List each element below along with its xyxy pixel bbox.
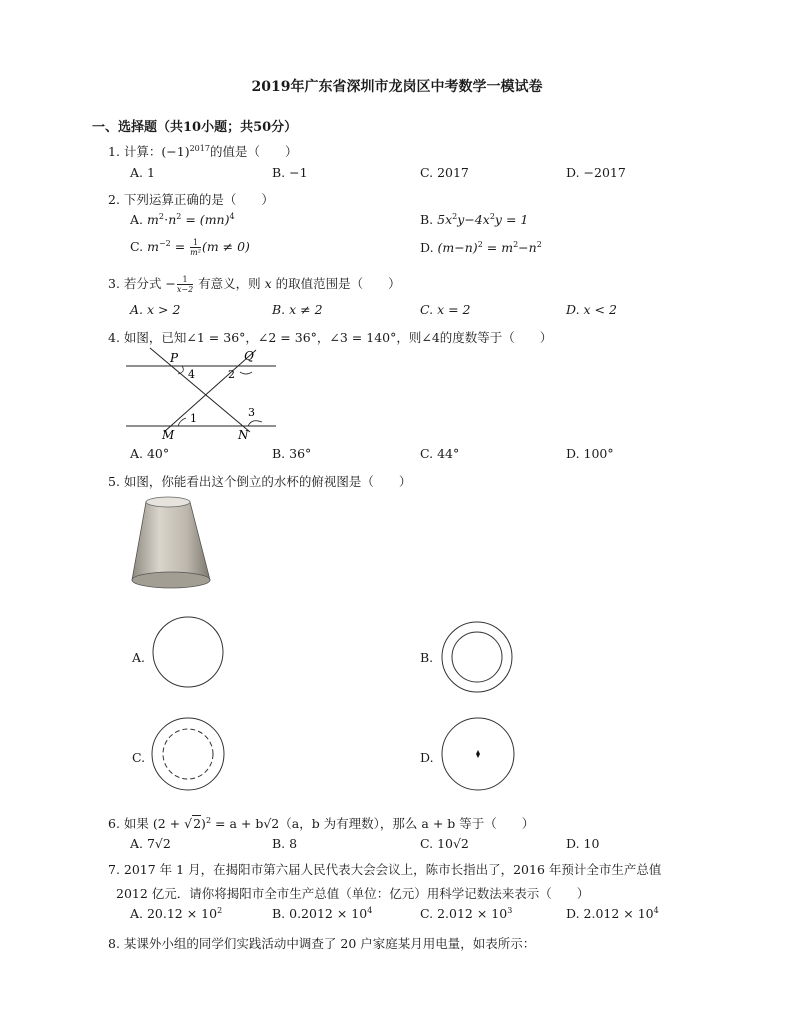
option-letter: C. xyxy=(130,239,144,254)
q7-option-d[interactable] xyxy=(566,906,659,921)
exp: 2 xyxy=(489,212,495,221)
q6-option-a[interactable]: A. 7√2 xyxy=(130,836,171,851)
math: = xyxy=(170,239,190,254)
q6-stem-end: = a + b√2（a，b 为有理数），那么 a + b 等于（ ） xyxy=(211,816,535,831)
question-4: 4. 如图，已知∠1 = 36°，∠2 = 36°，∠3 = 140°，则∠4的度数等于（ ） xyxy=(108,330,553,345)
exp: 2 xyxy=(205,815,212,825)
label-angle-3: 3 xyxy=(248,406,255,419)
q4-option-c[interactable]: C. 44° xyxy=(420,446,460,461)
q6-option-d[interactable]: D. 10 xyxy=(566,836,600,851)
fraction xyxy=(190,238,201,257)
option-letter: B. xyxy=(420,212,434,228)
transversal-pn xyxy=(150,348,250,432)
math: m xyxy=(147,239,159,254)
label-angle-2: 2 xyxy=(228,368,235,381)
math: (m ≠ 0) xyxy=(201,239,250,254)
exp: −2 xyxy=(158,238,171,248)
exp: 2 xyxy=(513,240,519,249)
q5-option-c[interactable]: C. xyxy=(132,750,146,765)
exp: 4 xyxy=(229,212,235,221)
q2-option-c[interactable] xyxy=(130,238,250,257)
q2-option-b[interactable] xyxy=(420,212,528,227)
question-6 xyxy=(108,814,534,832)
question-7-line-1: 7. 2017 年 1 月，在揭阳市第六届人民代表大会会议上，陈市长指出了，2016 年预计全市生产总值 xyxy=(108,862,662,877)
q1-option-c[interactable]: C. 2017 xyxy=(420,165,469,180)
section-heading: 一、选择题（共10小题；共50分） xyxy=(92,120,298,135)
parallel-lines-diagram xyxy=(126,346,278,442)
question-2: 2. 下列运算正确的是（ ） xyxy=(108,192,274,207)
angle-1-arc xyxy=(178,418,186,426)
q5-option-a[interactable]: A. xyxy=(132,650,146,665)
numerator: 1 xyxy=(193,238,199,247)
radicand: 2 xyxy=(193,816,202,831)
q1-stem: 1. 计算：(−1) xyxy=(108,144,190,159)
exp: 2 xyxy=(477,240,483,249)
label-p: P xyxy=(170,351,179,365)
q5-figure-a xyxy=(152,616,224,688)
label-q: Q xyxy=(244,349,254,363)
q5-option-d[interactable]: D. xyxy=(420,750,434,765)
math: −n xyxy=(518,240,537,256)
exp: 2 xyxy=(452,212,458,221)
math: = m xyxy=(482,240,514,256)
q5-option-b[interactable]: B. xyxy=(420,650,434,665)
q4-option-b[interactable]: B. 36° xyxy=(272,446,312,461)
q3-option-d[interactable]: D. x < 2 xyxy=(566,302,617,317)
exp: 4 xyxy=(653,906,659,915)
q5-figure-c xyxy=(150,716,226,792)
math: (m−n) xyxy=(437,240,478,256)
question-7-line-2: 2012 亿元．请你将揭阳市全市生产总值（单位：亿元）用科学记数法来表示（ ） xyxy=(116,886,590,901)
label-angle-4: 4 xyxy=(188,368,195,381)
q2-option-d[interactable] xyxy=(420,240,542,255)
option-text: A. 20.12 × 10 xyxy=(130,906,218,922)
q6-option-b[interactable]: B. 8 xyxy=(272,836,298,851)
q1-option-a[interactable]: A. 1 xyxy=(130,165,155,180)
option-letter: A. xyxy=(130,212,144,228)
q4-option-d[interactable]: D. 100° xyxy=(566,446,614,461)
q3-stem: 3. 若分式 − xyxy=(108,276,176,291)
option-text: B. 0.2012 × 10 xyxy=(272,906,368,922)
label-angle-1: 1 xyxy=(190,412,197,425)
angle-3-arc xyxy=(248,421,262,426)
inverted-cup-picture xyxy=(128,494,214,594)
exp: 2 xyxy=(536,240,542,249)
math: y = 1 xyxy=(494,212,529,228)
q7-option-b[interactable] xyxy=(272,906,372,921)
denominator: x−2 xyxy=(176,285,194,294)
question-3 xyxy=(108,274,401,294)
question-8: 8. 某课外小组的同学们实践活动中调查了 20 户家庭某月用电量，如表所示： xyxy=(108,936,536,951)
question-5: 5. 如图，你能看出这个倒立的水杯的俯视图是（ ） xyxy=(108,474,412,489)
denominator: m² xyxy=(190,248,201,257)
q2-option-a[interactable] xyxy=(130,212,235,227)
q4-option-a[interactable]: A. 40° xyxy=(130,446,170,461)
page-title: 2019年广东省深圳市龙岗区中考数学一模试卷 xyxy=(251,79,543,95)
exp: 2 xyxy=(176,212,182,221)
option-letter: D. xyxy=(420,240,434,256)
exp: 4 xyxy=(367,906,373,915)
q6-stem: ) xyxy=(201,816,206,831)
q6-option-c[interactable]: C. 10√2 xyxy=(420,836,469,851)
option-text: C. 2.012 × 10 xyxy=(420,906,508,922)
exp: 3 xyxy=(507,906,513,915)
q7-option-c[interactable] xyxy=(420,906,512,921)
q3-option-b[interactable]: B. x ≠ 2 xyxy=(272,302,323,317)
q3-stem: 有意义，则 xyxy=(194,276,265,291)
q1-option-d[interactable]: D. −2017 xyxy=(566,165,626,180)
question-1 xyxy=(108,142,297,160)
q1-option-b[interactable]: B. −1 xyxy=(272,165,308,180)
q5-figure-b xyxy=(440,620,514,694)
q3-stem-end: 的取值范围是（ ） xyxy=(271,276,401,291)
q3-option-a[interactable]: A. x > 2 xyxy=(130,302,181,317)
variable: x xyxy=(264,276,272,291)
q5-figure-d xyxy=(440,716,516,792)
q1-exponent: 2017 xyxy=(189,143,210,153)
math: ⋅n xyxy=(163,212,177,228)
q6-stem: 6. 如果 (2 + √ xyxy=(108,816,193,831)
numerator: 1 xyxy=(182,275,188,284)
q3-option-c[interactable]: C. x = 2 xyxy=(420,302,471,317)
math: m xyxy=(147,212,159,228)
label-m: M xyxy=(162,428,175,442)
fraction xyxy=(177,275,193,294)
math: = (mn) xyxy=(181,212,230,228)
math: y−4x xyxy=(457,212,490,228)
q7-option-a[interactable] xyxy=(130,906,222,921)
exp: 2 xyxy=(158,212,164,221)
angle-2-arc xyxy=(240,372,252,374)
label-n: N xyxy=(238,428,249,442)
math: 5x xyxy=(437,212,453,228)
q1-stem-end: 的值是（ ） xyxy=(209,144,298,159)
option-text: D. 2.012 × 10 xyxy=(566,906,654,922)
exp: 2 xyxy=(217,906,223,915)
